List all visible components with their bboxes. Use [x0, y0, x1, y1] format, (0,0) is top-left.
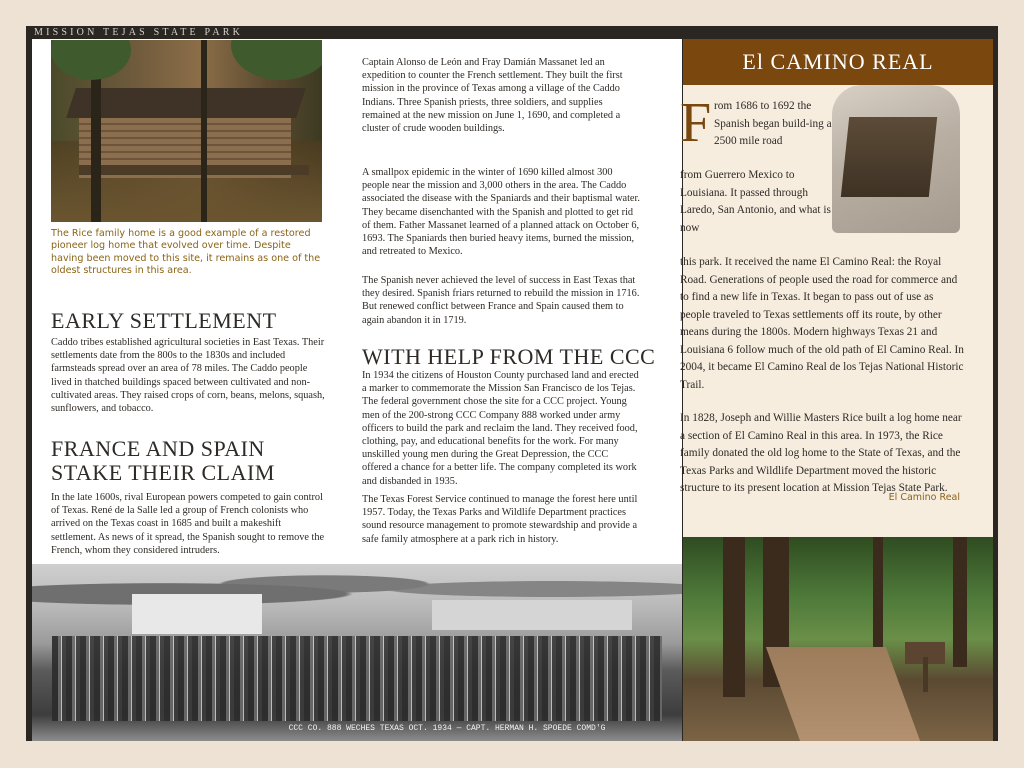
camino-photo-caption: El Camino Real: [888, 492, 960, 503]
smallpox-paragraph: A smallpox epidemic in the winter of 1690 killed almost 300 people near the mission and 3,000 others in the area. The Caddo associated the disease with the Spaniards and their baptismal water. They became disenchanted with the Spanish and plotted to get rid of them. Father Massanet learned of a planned attack on October 6, 1693. The Spaniards then buried heavy items, burned the mission, and retreated to Mexico.: [362, 167, 640, 258]
expedition-paragraph: Captain Alonso de León and Fray Damián Massanet led an expedition to counter the French settlement. They built the first mission in the province of Texas among a village of the Caddo Indians. Three Spanish priests, three soldiers, and supplies remained at the new mission on June 1, 1690, and completed a cluster of crude wooden buildings.: [362, 57, 623, 135]
camino-text-2: from Guerrero Mexico to Louisiana. It passed through Laredo, San Antonio, and what is now: [680, 169, 831, 234]
forest-service-paragraph: The Texas Forest Service continued to manage the forest here until 1957. Today, the Texas Parks and Wildlife Department practices sound resource management to promote stewardship and provide a safe family atmosphere at a park rich in history.: [362, 494, 638, 545]
ccc-company-photo: [32, 564, 682, 741]
bronze-plaque-image: [841, 117, 937, 197]
camino-real-heading: El CAMINO REAL: [683, 39, 993, 85]
early-settlement-heading: EARLY SETTLEMENT: [51, 308, 277, 333]
ccc-photo-inscription: CCC CO. 888 WECHES TEXAS OCT. 1934 — CAPT. HERMAN H. SPOEDE COMD'G: [288, 724, 606, 733]
rice-family-text: In 1828, Joseph and Willie Masters Rice built a log home near a section of El Camino Real in this area. In 1973, the Rice family donated the old log home to the State of Texas, and the Texas Parks and Wildlife Department moved the historic structure to its present location at Mission Tejas State Park.: [680, 412, 962, 494]
france-spain-text: In the late 1600s, rival European powers competed to gain control of Texas. René de la Salle led a group of French colonists who arrived on the Texas coast in 1685 and built a makeshift settlement. As news of it spread, the Spanish sought to remove the French, whom they considered intruders.: [51, 492, 325, 556]
rice-home-photo: [51, 40, 322, 222]
park-title-bar: MISSION TEJAS STATE PARK: [34, 27, 244, 38]
camino-text-1: rom 1686 to 1692 the Spanish began build-ing a 2500 mile road: [714, 100, 832, 147]
france-spain-heading: FRANCE AND SPAIN STAKE THEIR CLAIM: [51, 436, 275, 485]
early-settlement-text: Caddo tribes established agricultural societies in East Texas. Their settlements date from the 800s to the 1830s and included farmsteads spread over an area of 78 miles. The Caddo people lived in thatched buildings spaced between cultivated and non-cultivated areas. They raised crops of corn, beans, melons, squash, sunflowers, and tobacco.: [51, 337, 325, 415]
drop-cap: F: [680, 92, 712, 154]
rice-home-caption: The Rice family home is a good example of a restored pioneer log home that evolved over time. Despite having been moved to this site, it remains as one of the oldest structures in this area.: [51, 228, 321, 276]
ccc-heading: WITH HELP FROM THE CCC: [362, 344, 656, 369]
camino-text-3: this park. It received the name El Camino Real: the Royal Road. Generations of people used the road for commerce and to find a new life in Texas. It began to pass out of use as people traveled to Texas settlements off its route, by other means during the 1800s. Modern highways Texas 21 and Louisiana 6 follow much of the old path of El Camino Real. In 2004, it became El Camino Real de los Tejas National Historic Trail.: [680, 256, 964, 391]
camino-trail-photo: [683, 537, 993, 741]
spanish-return-paragraph: The Spanish never achieved the level of success in East Texas that they desired. Spanish friars returned to rebuild the mission in 1716. But renewed conflict between France and Spain caused them to again abandon it in 1719.: [362, 275, 640, 326]
ccc-paragraph: In 1934 the citizens of Houston County purchased land and erected a marker to commemorate the Mission San Francisco de los Tejas. The federal government chose the site for a CCC project. Young men of the 200-strong CCC Company 888 worked under army officers to build the park and reclaim the land. They received food, clothing, pay, and educational benefits for the work. For many unskilled young men during the Great Depression, the CCC offered a chance for a better life. The company completed its work and disbanded in 1935.: [362, 370, 639, 487]
